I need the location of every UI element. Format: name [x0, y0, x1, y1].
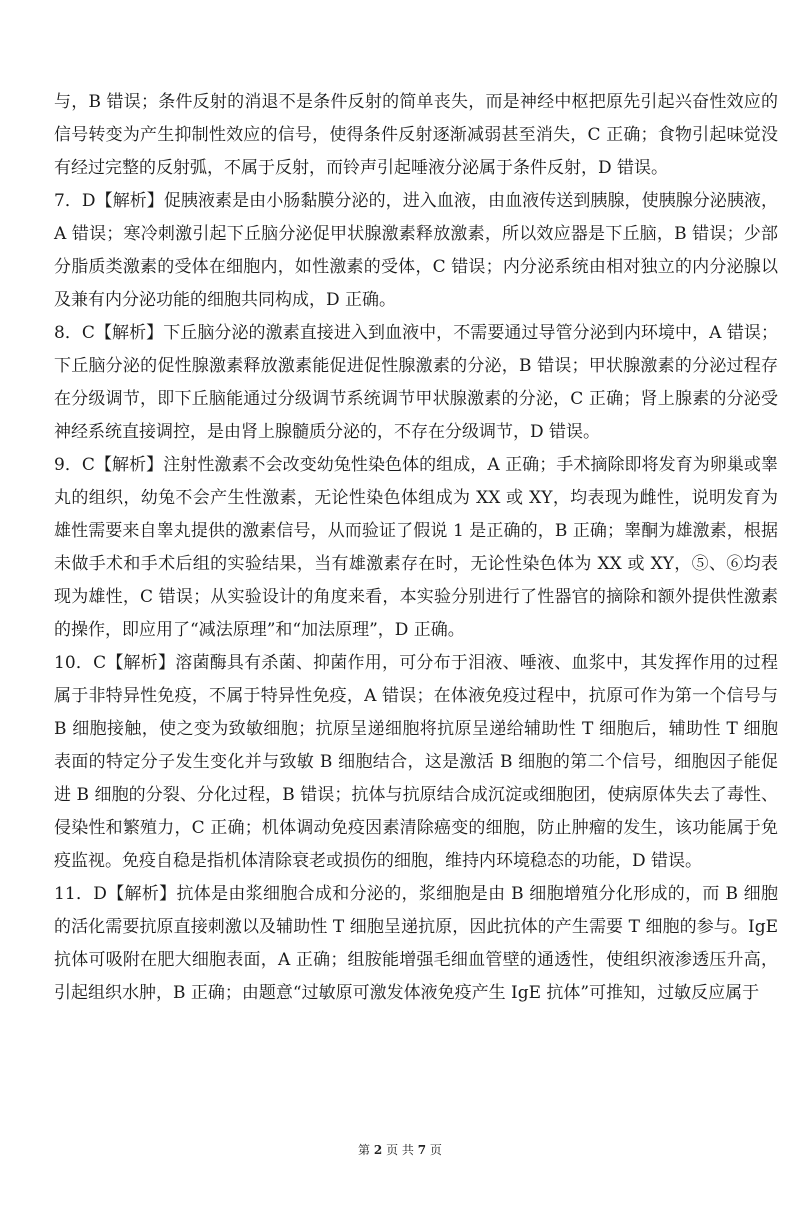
total-page-count: 7 [417, 1143, 427, 1157]
footer-suffix: 页 [429, 1143, 442, 1157]
answer-explanation-8: 8．C【解析】下丘脑分泌的激素直接进入到血液中，不需要通过导管分泌到内环境中，A 错误；下丘脑分泌的促性腺激素释放激素能促进促性腺激素的分泌，B 错误；甲状腺激素的分泌过程存在分级调节，即下丘脑能通过分级调节系统调节甲状腺激素的分泌，C 正确；肾上腺素的分泌受神经系统直接调控，是由肾上腺髓质分泌的，不存在分级调节，D 错误。 [54, 323, 778, 442]
current-page-number: 2 [373, 1143, 383, 1157]
paragraph-continuation: 与，B 错误；条件反射的消退不是条件反射的简单丧失，而是神经中枢把原先引起兴奋性效应的信号转变为产生抑制性效应的信号，使得条件反射逐渐减弱甚至消失，C 正确；食物引起味觉没有经过完整的反射弧，不属于反射，而铃声引起唾液分泌属于条件反射，D 错误。 [54, 92, 778, 178]
answer-explanation-10: 10．C【解析】溶菌酶具有杀菌、抑菌作用，可分布于泪液、唾液、血浆中，其发挥作用的过程属于非特异性免疫，不属于特异性免疫，A 错误；在体液免疫过程中，抗原可作为第一个信号与 B 细胞接触，使之变为致敏细胞；抗原呈递细胞将抗原呈递给辅助性 T 细胞后，辅助性 T 细胞表面的特定分子发生变化并与致敏 B 细胞结合，这是激活 B 细胞的第二个信号，细胞因子能促进 B 细胞的分裂、分化过程，B 错误；抗体与抗原结合成沉淀或细胞团，使病原体失去了毒性、侵染性和繁殖力，C 正确；机体调动免疫因素清除癌变的细胞，防止肿瘤的发生，该功能属于免疫监视。免疫自稳是指机体清除衰老或损伤的细胞，维持内环境稳态的功能，D 错误。 [54, 653, 778, 871]
page-footer [0, 1142, 800, 1158]
document-body [54, 86, 778, 1010]
answer-explanation-11: 11．D【解析】抗体是由浆细胞合成和分泌的，浆细胞是由 B 细胞增殖分化形成的，而 B 细胞的活化需要抗原直接刺激以及辅助性 T 细胞呈递抗原，因此抗体的产生需要 T 细胞的参与。IgE 抗体可吸附在肥大细胞表面，A 正确；组胺能增强毛细血管壁的通透性，使组织液渗透压升高，引起组织水肿，B 正确；由题意“过敏原可激发体液免疫产生 IgE 抗体”可推知，过敏反应属于 [54, 884, 778, 1003]
footer-prefix: 第 [358, 1143, 371, 1157]
footer-middle: 页 共 [386, 1143, 414, 1157]
answer-explanation-7: 7．D【解析】促胰液素是由小肠黏膜分泌的，进入血液，由血液传送到胰腺，使胰腺分泌胰液，A 错误；寒冷刺激引起下丘脑分泌促甲状腺激素释放激素，所以效应器是下丘脑，B 错误；少部分脂质类激素的受体在细胞内，如性激素的受体，C 错误；内分泌系统由相对独立的内分泌腺以及兼有内分泌功能的细胞共同构成，D 正确。 [54, 191, 778, 310]
answer-explanation-9: 9．C【解析】注射性激素不会改变幼兔性染色体的组成，A 正确；手术摘除即将发育为卵巢或睾丸的组织，幼兔不会产生性激素，无论性染色体组成为 XX 或 XY，均表现为雌性，说明发育为雄性需要来自睾丸提供的激素信号，从而验证了假说 1 是正确的，B 正确；睾酮为雄激素，根据未做手术和手术后组的实验结果，当有雄激素存在时，无论性染色体为 XX 或 XY，⑤、⑥均表现为雄性，C 错误；从实验设计的角度来看，本实验分别进行了性器官的摘除和额外提供性激素的操作，即应用了“减法原理”和“加法原理”，D 正确。 [54, 455, 778, 640]
